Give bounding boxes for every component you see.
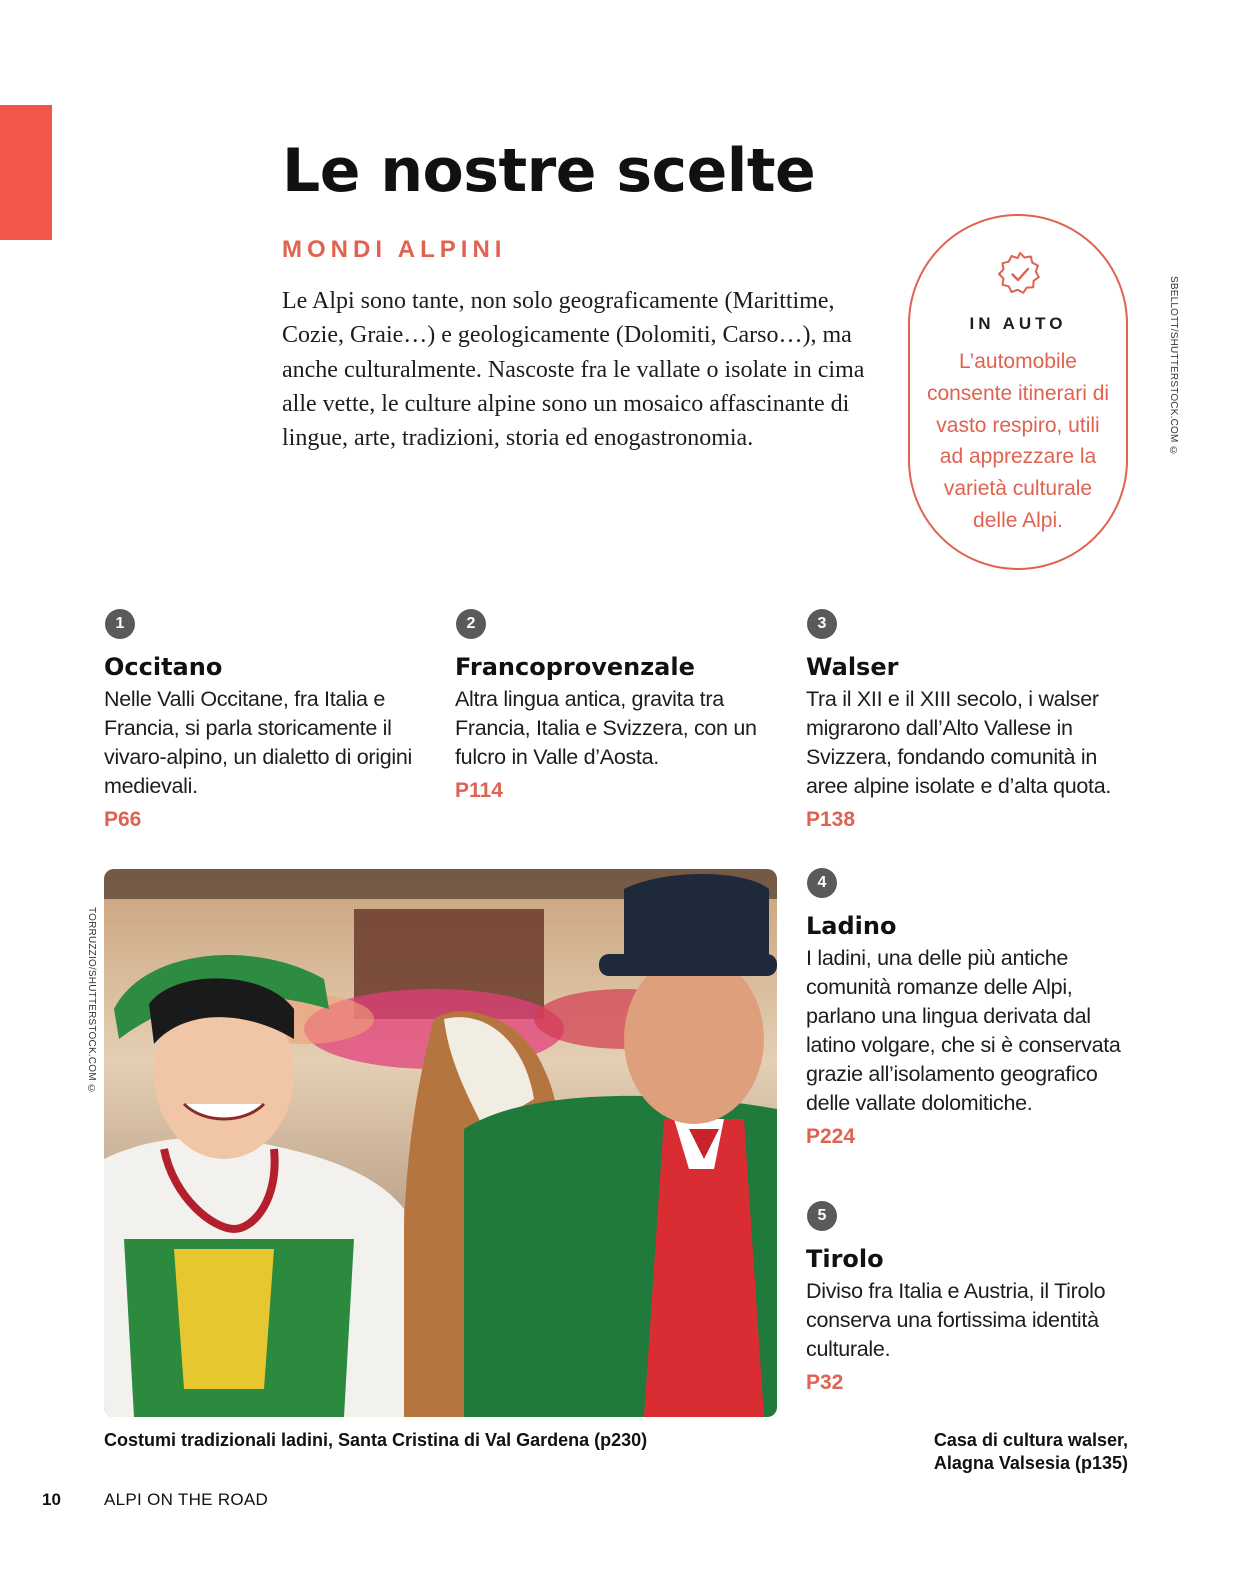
photo-illustration (104, 869, 777, 1417)
item-page-ref: P138 (806, 808, 856, 831)
accent-bar (0, 105, 52, 240)
page-title: Le nostre scelte (282, 136, 816, 206)
item-title: Occitano (104, 653, 223, 681)
photo-caption: Costumi tradizionali ladini, Santa Cristina di Val Gardena (p230) (104, 1430, 648, 1450)
item-number-badge: 2 (456, 609, 486, 639)
intro-paragraph: Le Alpi sono tante, non solo geograficamente (Marittime, Cozie, Graie…) e geologicamente (Dolomiti, Carso…), ma anche culturalmente. Nascoste fra le vallate o isolate in cima alle vette, le culture alpine sono un mosaico affascinante di lingue, arte, tradizioni, storia ed enogastronomia. (282, 288, 865, 452)
item-number-badge: 5 (807, 1201, 837, 1231)
verified-badge-icon (996, 250, 1044, 298)
item-number-badge: 4 (807, 868, 837, 898)
callout-label: IN AUTO (969, 314, 1067, 333)
photo-credit-left: TORRUZZIO/SHUTTERSTOCK.COM © (86, 907, 97, 1095)
running-footer-title: ALPI ON THE ROAD (104, 1490, 269, 1509)
item-page-ref: P114 (455, 779, 503, 802)
item-page-ref: P32 (806, 1371, 844, 1394)
list-item-walser (806, 609, 1136, 832)
item-page-ref: P66 (104, 808, 142, 831)
list-item-tirolo (806, 1201, 1136, 1395)
item-page-ref: P224 (806, 1125, 856, 1148)
list-item-francoprovenzale (455, 609, 785, 803)
page-number: 10 (42, 1490, 61, 1509)
costume-photo (104, 869, 777, 1417)
section-subtitle: MONDI ALPINI (282, 236, 507, 263)
item-title: Walser (806, 653, 899, 681)
photo-credit-right: SBELLOTT/SHUTTERSTOCK.COM © (1168, 276, 1179, 457)
callout-text: L’automobile consente itinerari di vasto respiro, utili ad apprezzare la varietà culturale delle Alpi. (926, 350, 1110, 532)
item-description: Diviso fra Italia e Austria, il Tirolo conserva una fortissima identità culturale. (806, 1279, 1106, 1361)
item-title: Francoprovenzale (455, 653, 695, 681)
item-description: Nelle Valli Occitane, fra Italia e Francia, si parla storicamente il vivaro-alpino, un dialetto di origini medievali. (104, 687, 412, 798)
item-description: Altra lingua antica, gravita tra Francia, Italia e Svizzera, con un fulcro in Valle d’Aosta. (455, 687, 757, 769)
side-caption: Casa di cultura walser, Alagna Valsesia (p135) (933, 1430, 1128, 1473)
item-description: I ladini, una delle più antiche comunità romanze delle Alpi, parlano una lingua derivata dal latino volgare, che si è conservata grazie all’isolamento geografico delle vallate dolomitiche. (806, 946, 1121, 1115)
item-description: Tra il XII e il XIII secolo, i walser migrarono dall’Alto Vallese in Svizzera, fondando comunità in aree alpine isolate e d’alta quota. (806, 687, 1112, 798)
item-number-badge: 3 (807, 609, 837, 639)
callout-box (908, 214, 1128, 570)
list-item-occitano (104, 609, 424, 832)
list-item-ladino (806, 868, 1136, 1149)
item-number-badge: 1 (105, 609, 135, 639)
item-title: Ladino (806, 912, 897, 940)
item-title: Tirolo (806, 1245, 884, 1273)
